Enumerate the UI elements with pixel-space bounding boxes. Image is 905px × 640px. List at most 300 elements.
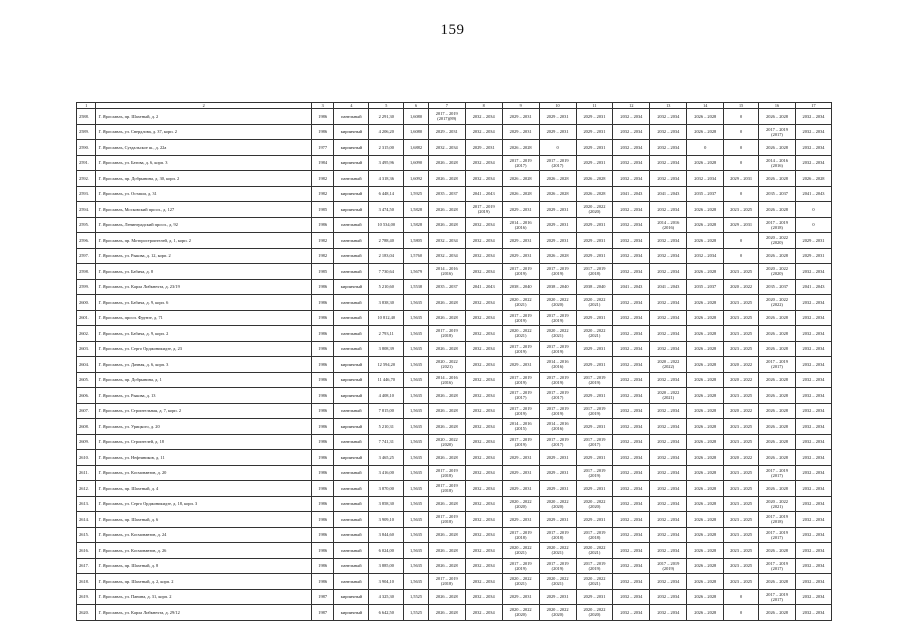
- table-cell: 2023 – 2025: [724, 574, 759, 590]
- table-cell: 2023 – 2025: [724, 202, 759, 218]
- table-cell: 2020 – 2022: [724, 450, 759, 466]
- table-cell: 1986: [311, 124, 334, 140]
- table-cell: 2029 – 2031: [502, 512, 539, 528]
- table-cell: 2032 – 2034: [795, 527, 831, 543]
- column-number-cell: 9: [502, 103, 539, 109]
- table-cell: 1986: [311, 512, 334, 528]
- table-cell: 2032 – 2034: [650, 109, 687, 125]
- row-number-cell: 2588.: [77, 109, 96, 125]
- table-cell: 2032 – 2034: [650, 434, 687, 450]
- table-cell: 2026 – 2028: [428, 527, 465, 543]
- table-cell: 2032 – 2034: [613, 496, 650, 512]
- table-cell: 4 325,30: [369, 589, 404, 605]
- table-cell: 2023 – 2025: [724, 388, 759, 404]
- table-cell: 1,5635: [404, 419, 429, 435]
- table-row: [77, 357, 832, 373]
- table-cell: 2020 – 2022 (2021): [576, 295, 613, 311]
- address-cell: Г. Ярославль, пр. Шахтный, д. 6: [96, 512, 311, 528]
- table-cell: 2026 – 2028: [428, 310, 465, 326]
- table-cell: 1,5635: [404, 574, 429, 590]
- table-cell: 1986: [311, 372, 334, 388]
- table-cell: 2020 – 2022 (2020): [576, 496, 613, 512]
- table-cell: 10 534,00: [369, 217, 404, 233]
- table-cell: 2017 – 2019 (2017): [759, 558, 796, 574]
- table-cell: 2026 – 2028: [428, 496, 465, 512]
- table-cell: 2026 – 2028: [687, 512, 724, 528]
- table-cell: 2032 – 2034: [795, 388, 831, 404]
- table-cell: 7 741,31: [369, 434, 404, 450]
- table-cell: 2032 – 2034: [650, 326, 687, 342]
- table-cell: 1986: [311, 465, 334, 481]
- table-cell: кирпичный: [334, 357, 369, 373]
- table-cell: 1,5635: [404, 403, 429, 419]
- table-row: [77, 171, 832, 187]
- table-cell: 2032 – 2034: [795, 450, 831, 466]
- column-number-cell: 6: [404, 103, 429, 109]
- table-cell: 2032 – 2034: [613, 326, 650, 342]
- table-cell: 2026 – 2028: [687, 372, 724, 388]
- table-cell: 2017 – 2019 (2018): [759, 512, 796, 528]
- table-cell: 2017 – 2019 (2017): [759, 357, 796, 373]
- table-cell: кирпичный: [334, 124, 369, 140]
- table-cell: 4 408,10: [369, 388, 404, 404]
- table-cell: 2026 – 2028: [428, 388, 465, 404]
- table-cell: 2020 – 2022 (2021): [539, 574, 576, 590]
- table-cell: 2032 – 2034: [465, 341, 502, 357]
- table-cell: 2029 – 2031: [576, 217, 613, 233]
- table-cell: 2014 – 2016 (2016): [428, 264, 465, 280]
- row-number-cell: 2598.: [77, 264, 96, 280]
- table-cell: 2032 – 2034: [650, 310, 687, 326]
- table-cell: 2026 – 2028: [795, 171, 831, 187]
- table-cell: кирпичный: [334, 589, 369, 605]
- table-cell: 2023 – 2025: [724, 543, 759, 559]
- table-cell: 2026 – 2028: [539, 186, 576, 202]
- table-cell: кирпичный: [334, 155, 369, 171]
- table-cell: 2032 – 2034: [613, 543, 650, 559]
- row-number-cell: 2605.: [77, 372, 96, 388]
- table-cell: 2020 – 2022: [724, 403, 759, 419]
- table-cell: кирпичный: [334, 140, 369, 156]
- table-cell: 2032 – 2034: [650, 512, 687, 528]
- table-cell: 2026 – 2028: [759, 388, 796, 404]
- table-cell: 2026 – 2028: [687, 109, 724, 125]
- column-number-cell: 15: [724, 103, 759, 109]
- table-cell: 2026 – 2028: [428, 450, 465, 466]
- table-cell: 2032 – 2034: [465, 419, 502, 435]
- table-cell: 2029 – 2031: [539, 233, 576, 249]
- table-cell: 1986: [311, 109, 334, 125]
- table-cell: 2029 – 2031: [576, 140, 613, 156]
- table-cell: 2032 – 2034: [795, 512, 831, 528]
- table-cell: 2032 – 2034: [613, 171, 650, 187]
- table-cell: 2017 – 2019 (2017): [539, 434, 576, 450]
- table-cell: 2032 – 2034: [650, 124, 687, 140]
- table-cell: 2026 – 2028: [687, 233, 724, 249]
- table-cell: 2026 – 2028: [759, 543, 796, 559]
- table-cell: 1,5760: [404, 248, 429, 264]
- table-cell: 2032 – 2034: [795, 605, 831, 621]
- table-cell: 2026 – 2028: [687, 124, 724, 140]
- table-cell: 1986: [311, 403, 334, 419]
- table-cell: 2 291,30: [369, 109, 404, 125]
- table-cell: 2032 – 2034: [465, 357, 502, 373]
- table-cell: кирпичный: [334, 372, 369, 388]
- table-cell: 2032 – 2034: [613, 310, 650, 326]
- table-cell: 1984: [311, 155, 334, 171]
- table-cell: 2029 – 2031: [576, 589, 613, 605]
- table-cell: 2 183,04: [369, 248, 404, 264]
- table-cell: 2 315,00: [369, 140, 404, 156]
- table-cell: 2032 – 2034: [650, 496, 687, 512]
- row-number-cell: 2595.: [77, 217, 96, 233]
- table-cell: 2017 – 2019 (2019): [502, 558, 539, 574]
- table-cell: 3 474,50: [369, 202, 404, 218]
- table-cell: 2032 – 2034: [650, 589, 687, 605]
- table-cell: 1986: [311, 527, 334, 543]
- address-cell: Г. Ярославль, ул. Рыкова, д. 12, корп. 2: [96, 248, 311, 264]
- row-number-cell: 2599.: [77, 279, 96, 295]
- table-cell: кирпичный: [334, 279, 369, 295]
- table-cell: 2032 – 2034: [465, 155, 502, 171]
- table-cell: 2029 – 2031: [576, 419, 613, 435]
- table-cell: панельный: [334, 264, 369, 280]
- table-cell: 2023 – 2025: [724, 326, 759, 342]
- table-cell: кирпичный: [334, 186, 369, 202]
- address-cell: Г. Ярославль, ул. Строителей, д. 18: [96, 434, 311, 450]
- table-cell: 2026 – 2028: [759, 171, 796, 187]
- table-row: [77, 109, 832, 125]
- table-cell: 2026 – 2028: [759, 481, 796, 497]
- table-cell: 2026 – 2028: [428, 341, 465, 357]
- table-cell: 2029 – 2031: [428, 124, 465, 140]
- table-cell: панельный: [334, 233, 369, 249]
- table-cell: 2017 – 2019 (2017): [759, 589, 796, 605]
- table-cell: 3 904,10: [369, 574, 404, 590]
- address-cell: Г. Ярославль, ул. Батова, д. 6, корп. 3: [96, 155, 311, 171]
- table-cell: 2032 – 2034: [795, 310, 831, 326]
- table-cell: 2029 – 2031: [576, 450, 613, 466]
- row-number-cell: 2590.: [77, 140, 96, 156]
- table-cell: 12 594,20: [369, 357, 404, 373]
- table-cell: 2023 – 2025: [724, 481, 759, 497]
- table-cell: 2032 – 2034: [465, 217, 502, 233]
- address-cell: Г. Ярославль, ул. Рыкова, д. 13: [96, 388, 311, 404]
- table-cell: 2026 – 2028: [687, 341, 724, 357]
- table-cell: 1986: [311, 388, 334, 404]
- table-cell: 1,5635: [404, 372, 429, 388]
- table-cell: 2035 – 2037: [428, 279, 465, 295]
- table-cell: 2032 – 2034: [650, 372, 687, 388]
- table-cell: 1,5635: [404, 496, 429, 512]
- table-cell: 2029 – 2031: [502, 124, 539, 140]
- table-cell: 2032 – 2034: [650, 527, 687, 543]
- row-number-cell: 2591.: [77, 155, 96, 171]
- table-cell: 2023 – 2025: [724, 419, 759, 435]
- table-cell: 2026 – 2028: [687, 589, 724, 605]
- table-cell: 2020 – 2022 (2021): [502, 574, 539, 590]
- table-cell: 2032 – 2034: [465, 512, 502, 528]
- table-cell: 7 815,00: [369, 403, 404, 419]
- table-cell: 2032 – 2034: [795, 140, 831, 156]
- table-cell: 2026 – 2028: [759, 450, 796, 466]
- table-cell: 0: [724, 140, 759, 156]
- table-row: [77, 155, 832, 171]
- table-cell: 1982: [311, 248, 334, 264]
- row-number-cell: 2592.: [77, 171, 96, 187]
- column-number-cell: 11: [576, 103, 613, 109]
- table-cell: 2026 – 2028: [428, 605, 465, 621]
- column-number-cell: 14: [687, 103, 724, 109]
- table-cell: 2017 – 2019 (2017): [759, 527, 796, 543]
- table-cell: 2032 – 2034: [465, 171, 502, 187]
- table-cell: 2041 – 2043: [650, 186, 687, 202]
- table-cell: 2017 – 2019 (2019): [465, 202, 502, 218]
- table-cell: 0: [724, 233, 759, 249]
- table-row: [77, 279, 832, 295]
- table-cell: 2032 – 2034: [465, 248, 502, 264]
- row-number-cell: 2597.: [77, 248, 96, 264]
- table-row: [77, 450, 832, 466]
- table-cell: 1986: [311, 543, 334, 559]
- table-cell: 2032 – 2034: [613, 109, 650, 125]
- row-number-cell: 2600.: [77, 295, 96, 311]
- table-cell: 2026 – 2028: [759, 248, 796, 264]
- table-cell: 1982: [311, 233, 334, 249]
- table-row: [77, 574, 832, 590]
- table-cell: 2017 – 2019 (2019): [502, 310, 539, 326]
- row-number-cell: 2614.: [77, 512, 96, 528]
- table-cell: 2032 – 2034: [795, 357, 831, 373]
- table-cell: 2026 – 2028: [759, 372, 796, 388]
- table-cell: 2023 – 2025: [724, 496, 759, 512]
- table-cell: 2020 – 2022 (2021): [502, 295, 539, 311]
- table-cell: 2032 – 2034: [613, 465, 650, 481]
- table-cell: 2017 – 2019 (2019): [502, 403, 539, 419]
- table-cell: 1986: [311, 326, 334, 342]
- table-cell: 2026 – 2028: [428, 217, 465, 233]
- table-cell: 1,5635: [404, 465, 429, 481]
- table-cell: 6 448,14: [369, 186, 404, 202]
- table-cell: панельный: [334, 527, 369, 543]
- table-cell: 2035 – 2037: [759, 279, 796, 295]
- table-cell: 2026 – 2028: [687, 450, 724, 466]
- column-number-cell: 3: [311, 103, 334, 109]
- table-cell: 2017 – 2019 (2017): [759, 124, 796, 140]
- table-cell: 2029 – 2031: [724, 217, 759, 233]
- table-cell: 2014 – 2016 (2016): [759, 155, 796, 171]
- table-row: [77, 295, 832, 311]
- table-cell: 2020 – 2022 (2020): [576, 605, 613, 621]
- table-cell: 2020 – 2022 (2021): [576, 574, 613, 590]
- table-cell: 2032 – 2034: [465, 558, 502, 574]
- address-cell: Г. Ярославль, ул. Осташи, д. 31: [96, 186, 311, 202]
- table-cell: 1986: [311, 217, 334, 233]
- table-cell: 2029 – 2031: [576, 233, 613, 249]
- table-cell: 2038 – 2040: [502, 279, 539, 295]
- table-cell: 2032 – 2034: [795, 589, 831, 605]
- table-cell: 2017 – 2019 (2017): [539, 388, 576, 404]
- table-cell: 1982: [311, 171, 334, 187]
- table-cell: 2032 – 2034: [795, 465, 831, 481]
- table-cell: 2032 – 2034: [428, 140, 465, 156]
- row-number-cell: 2612.: [77, 481, 96, 497]
- table-cell: 0: [724, 124, 759, 140]
- table-cell: 2032 – 2034: [795, 295, 831, 311]
- table-cell: 2020 – 2022 (2021): [759, 496, 796, 512]
- table-cell: 2032 – 2034: [465, 264, 502, 280]
- table-cell: 2041 – 2043: [613, 279, 650, 295]
- table-cell: 3 870,00: [369, 481, 404, 497]
- table-cell: 1,5635: [404, 481, 429, 497]
- table-row: [77, 434, 832, 450]
- table-cell: 3 495,96: [369, 155, 404, 171]
- table-cell: 2032 – 2034: [795, 264, 831, 280]
- column-number-cell: 1: [77, 103, 96, 109]
- table-cell: 2020 – 2022 (2020): [539, 605, 576, 621]
- address-cell: Г. Ярославль, ул. Бабича, д. 9, корп. 6: [96, 295, 311, 311]
- table-cell: кирпичный: [334, 605, 369, 621]
- table-cell: 2032 – 2034: [795, 574, 831, 590]
- table-cell: 2029 – 2031: [576, 481, 613, 497]
- table-cell: 2017 – 2019 (2019): [539, 310, 576, 326]
- table-cell: 2014 – 2016 (2016): [502, 217, 539, 233]
- table-cell: 1,5635: [404, 512, 429, 528]
- address-cell: Г. Ярославль, ул. Строительная, д. 7, корп. 2: [96, 403, 311, 419]
- table-cell: 2026 – 2028: [539, 171, 576, 187]
- table-cell: 2029 – 2031: [795, 233, 831, 249]
- table-row: [77, 512, 832, 528]
- table-cell: 1,6882: [404, 140, 429, 156]
- table-cell: 2020 – 2022 (2022): [650, 357, 687, 373]
- table-cell: 2032 – 2034: [795, 372, 831, 388]
- table-cell: 10 812,40: [369, 310, 404, 326]
- table-cell: 2026 – 2028: [759, 574, 796, 590]
- table-cell: 2017 – 2019 (2017): [502, 388, 539, 404]
- table-cell: 1986: [311, 434, 334, 450]
- table-cell: 2032 – 2034: [650, 140, 687, 156]
- table-cell: 2032 – 2034: [613, 419, 650, 435]
- table-cell: 2041 – 2043: [795, 279, 831, 295]
- table-cell: 2032 – 2034: [650, 450, 687, 466]
- table-cell: 2023 – 2025: [724, 527, 759, 543]
- table-row: [77, 264, 832, 280]
- table-cell: 2029 – 2031: [502, 109, 539, 125]
- table-cell: 2032 – 2034: [465, 372, 502, 388]
- address-cell: Г. Ярославль, просп. Фрунзе, д. 71: [96, 310, 311, 326]
- table-cell: 2026 – 2028: [687, 295, 724, 311]
- table-cell: 1985: [311, 264, 334, 280]
- address-cell: Г. Ярославль, ул. Космонавтов, д. 24: [96, 527, 311, 543]
- table-cell: 2014 – 2016 (2016): [650, 217, 687, 233]
- table-cell: 2041 – 2043: [650, 279, 687, 295]
- table-cell: 2017 – 2019 (2019): [502, 341, 539, 357]
- table-cell: панельный: [334, 465, 369, 481]
- table-cell: 1,5635: [404, 357, 429, 373]
- table-cell: 2038 – 2040: [539, 279, 576, 295]
- table-cell: 2026 – 2028: [687, 434, 724, 450]
- table-cell: 0: [687, 140, 724, 156]
- table-cell: панельный: [334, 310, 369, 326]
- row-number-cell: 2616.: [77, 543, 96, 559]
- row-number-cell: 2609.: [77, 434, 96, 450]
- table-cell: 2029 – 2031: [576, 512, 613, 528]
- address-cell: Г. Ярославль, ул. Нефтяников, д. 11: [96, 450, 311, 466]
- table-cell: 2017 – 2019 (2019): [502, 372, 539, 388]
- table-cell: 2032 – 2034: [613, 155, 650, 171]
- table-cell: 4 318,36: [369, 171, 404, 187]
- table-cell: 2026 – 2028: [687, 496, 724, 512]
- table-cell: 2020 – 2022 (2021): [576, 326, 613, 342]
- table-cell: 1,6090: [404, 155, 429, 171]
- table-cell: 2032 – 2034: [465, 589, 502, 605]
- table-cell: 2032 – 2034: [650, 202, 687, 218]
- table-cell: 2026 – 2028: [687, 264, 724, 280]
- table-cell: панельный: [334, 558, 369, 574]
- column-number-cell: 2: [96, 103, 311, 109]
- table-cell: 2041 – 2043: [613, 186, 650, 202]
- table-cell: 2032 – 2034: [465, 326, 502, 342]
- table-cell: 2032 – 2034: [613, 202, 650, 218]
- table-cell: 2017 – 2019 (2018): [428, 465, 465, 481]
- table-row: [77, 543, 832, 559]
- table-cell: 2026 – 2028: [687, 605, 724, 621]
- row-number-cell: 2618.: [77, 574, 96, 590]
- table-cell: 2026 – 2028: [687, 574, 724, 590]
- table-cell: 2032 – 2034: [613, 124, 650, 140]
- table-cell: 2023 – 2025: [724, 512, 759, 528]
- table-cell: 2032 – 2034: [428, 248, 465, 264]
- table-cell: 2017 – 2019 (2017): [502, 155, 539, 171]
- table-cell: 2020 – 2022 (2020): [539, 295, 576, 311]
- table-cell: 1,5525: [404, 605, 429, 621]
- table-cell: 2017 – 2019 (2019): [576, 403, 613, 419]
- table-cell: 2032 – 2034: [795, 543, 831, 559]
- table-cell: панельный: [334, 109, 369, 125]
- table-cell: 2020 – 2022: [724, 372, 759, 388]
- table-cell: 2017 – 2019 (2018): [428, 574, 465, 590]
- table-row: [77, 496, 832, 512]
- table-cell: 2032 – 2034: [613, 388, 650, 404]
- table-cell: 0: [724, 605, 759, 621]
- table-cell: 2032 – 2034: [428, 233, 465, 249]
- address-cell: Г. Ярославль, Московский просп., д. 127: [96, 202, 311, 218]
- table-cell: 2032 – 2034: [795, 341, 831, 357]
- table-cell: 2032 – 2034: [613, 372, 650, 388]
- table-cell: 2026 – 2028: [759, 310, 796, 326]
- table-cell: 2032 – 2034: [613, 341, 650, 357]
- table-cell: 1986: [311, 310, 334, 326]
- table-row: [77, 527, 832, 543]
- table-cell: 2032 – 2034: [650, 341, 687, 357]
- table-cell: 2023 – 2025: [724, 434, 759, 450]
- table-cell: 2026 – 2028: [428, 419, 465, 435]
- table-cell: 2017 – 2019 (2019): [539, 403, 576, 419]
- table-row: [77, 558, 832, 574]
- table-cell: 1,5635: [404, 341, 429, 357]
- address-cell: Г. Ярославль, ул. Урицкого, д. 20: [96, 419, 311, 435]
- row-number-cell: 2601.: [77, 310, 96, 326]
- address-cell: Г. Ярославль, пр. Шахтный, д. 4: [96, 481, 311, 497]
- table-cell: 2020 – 2022 (2021): [502, 543, 539, 559]
- table-cell: панельный: [334, 543, 369, 559]
- address-cell: Г. Ярославль, ул. Карла Либкнехта, д. 29/12: [96, 605, 311, 621]
- table-cell: 2032 – 2034: [613, 605, 650, 621]
- table-cell: 0: [724, 589, 759, 605]
- address-cell: Г. Ярославль, Ленинградский просп., д. 92: [96, 217, 311, 233]
- table-cell: 2020 – 2022 (2020): [502, 496, 539, 512]
- table-cell: 6 024,00: [369, 543, 404, 559]
